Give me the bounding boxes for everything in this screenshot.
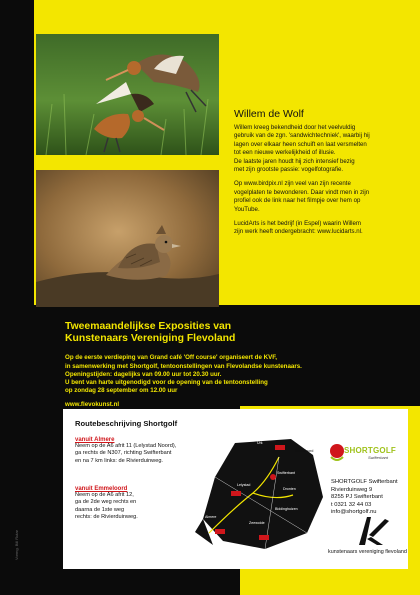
- bio-line: zijn werk heeft ondergebracht: www.lucidarts.nl.: [234, 228, 363, 236]
- kvf-name: kunstenaars vereniging flevoland: [328, 549, 407, 555]
- bio-line: Willem kreeg bekendheid door het veelvuldig: [234, 124, 356, 131]
- directions-line: daarna de 1ste weg: [75, 506, 125, 513]
- map-label: Dronten: [283, 487, 296, 491]
- contact-line: t 0321 32 44 03: [331, 501, 372, 508]
- route-map: [195, 437, 330, 559]
- exposition-line: U bent van harte uitgenodigd voor de opening van de tentoonstelling: [65, 379, 268, 387]
- map-label: Emmeloord: [295, 449, 314, 453]
- contact-email[interactable]: info@shortgolf.nu: [331, 509, 377, 516]
- contact-line: 8255 PJ Swifterbant: [331, 494, 383, 501]
- directions-heading: vanuit Almere: [75, 437, 115, 443]
- bio-line: De laatste jaren houdt hij zich intensief bezig: [234, 157, 355, 165]
- directions-heading: vanuit Emmeloord: [75, 486, 128, 492]
- bio-line: gebruik van de zgn. 'sandwichtechniek', waarbij hij: [234, 132, 370, 140]
- design-credit: Vormg. Bill Rutar: [14, 529, 19, 560]
- directions-line: ga rechts de N307, richting Swifterbant: [75, 450, 172, 457]
- directions-almere: [75, 437, 176, 465]
- bio-line: vogelplaten te bewonderen. Daar vindt men in zijn: [234, 188, 370, 196]
- directions-line: Neem op de A6 afrit 11 (Lelystad Noord),: [75, 443, 177, 449]
- bio-line: tot een nieuwe werkelijkheid of illusie.: [234, 149, 336, 157]
- directions-line: ga de 2de weg rechts en: [75, 499, 137, 506]
- bio-line: met zijn grootste passie: vogelfotografie.: [234, 166, 344, 174]
- map-label: Urk: [257, 441, 263, 445]
- map-label: Swifterbant: [277, 471, 295, 475]
- bio-line: YouTube.: [234, 205, 260, 213]
- route-title: Routebeschrijving Shortgolf: [75, 419, 178, 428]
- bio-line: profiel ook de link naar het filmpje over hem op: [234, 197, 361, 205]
- bio-paragraph-1: [234, 124, 404, 174]
- route-box: [63, 409, 408, 569]
- exposition-section: [65, 321, 405, 418]
- directions-line: en na 7 km links: de Rivierduinweg.: [75, 457, 163, 464]
- contact-line: SHORTGOLF Swifterbant: [331, 479, 398, 485]
- directions-line: rechts: de Rivierduinweg.: [75, 514, 138, 521]
- bio-line: lagen over elkaar heen schuift en laat versmelten: [234, 140, 367, 148]
- exposition-title-line: Tweemaandelijkse Exposities van: [65, 321, 232, 332]
- directions-emmeloord: [75, 486, 138, 522]
- bio-line: Op www.birdpix.nl zijn veel van zijn recente: [234, 180, 351, 188]
- exposition-title-line: Kunstenaars Vereniging Flevoland: [65, 333, 236, 345]
- exposition-title: [65, 321, 405, 345]
- exposition-line: in samenwerking met Shortgolf, tentoonstellingen van Flevolandse kunstenaars.: [65, 362, 302, 370]
- map-label: Zeewolde: [249, 521, 265, 525]
- contact-line: Rivierduinweg 9: [331, 486, 373, 493]
- bio-title: Willem de Wolf: [234, 108, 304, 120]
- flevokunst-link[interactable]: www.flevokunst.nl: [65, 401, 120, 409]
- skylark-photo: [36, 170, 219, 307]
- bio-line: LucidArts is het bedrijf (in Espel) waarin Willem: [234, 220, 361, 228]
- exposition-line: Openingstijden: dagelijks van 09.00 uur tot 20.30 uur.: [65, 370, 222, 378]
- map-label: Biddinghuizen: [275, 507, 298, 511]
- map-label: Lelystad: [237, 483, 251, 487]
- contact-block: [331, 479, 398, 517]
- bio-paragraph-2: [234, 180, 404, 214]
- shortgolf-logo-sub: Swifterbant: [368, 455, 389, 460]
- directions-line: Neem op de A6 afrit 12,: [75, 492, 134, 498]
- bio-text: [234, 124, 404, 243]
- shortgolf-logo-text: SHORTGOLF: [344, 446, 397, 455]
- map-label: Almere: [205, 515, 217, 519]
- exposition-line: Op de eerste verdieping van Grand café 'Off course' organiseert de KVF,: [65, 354, 278, 362]
- godwits-photo: [36, 34, 219, 155]
- bio-paragraph-3: [234, 220, 404, 237]
- exposition-line: op zondag 28 september om 12.00 uur: [65, 387, 178, 395]
- kvf-logo-icon: [355, 515, 391, 547]
